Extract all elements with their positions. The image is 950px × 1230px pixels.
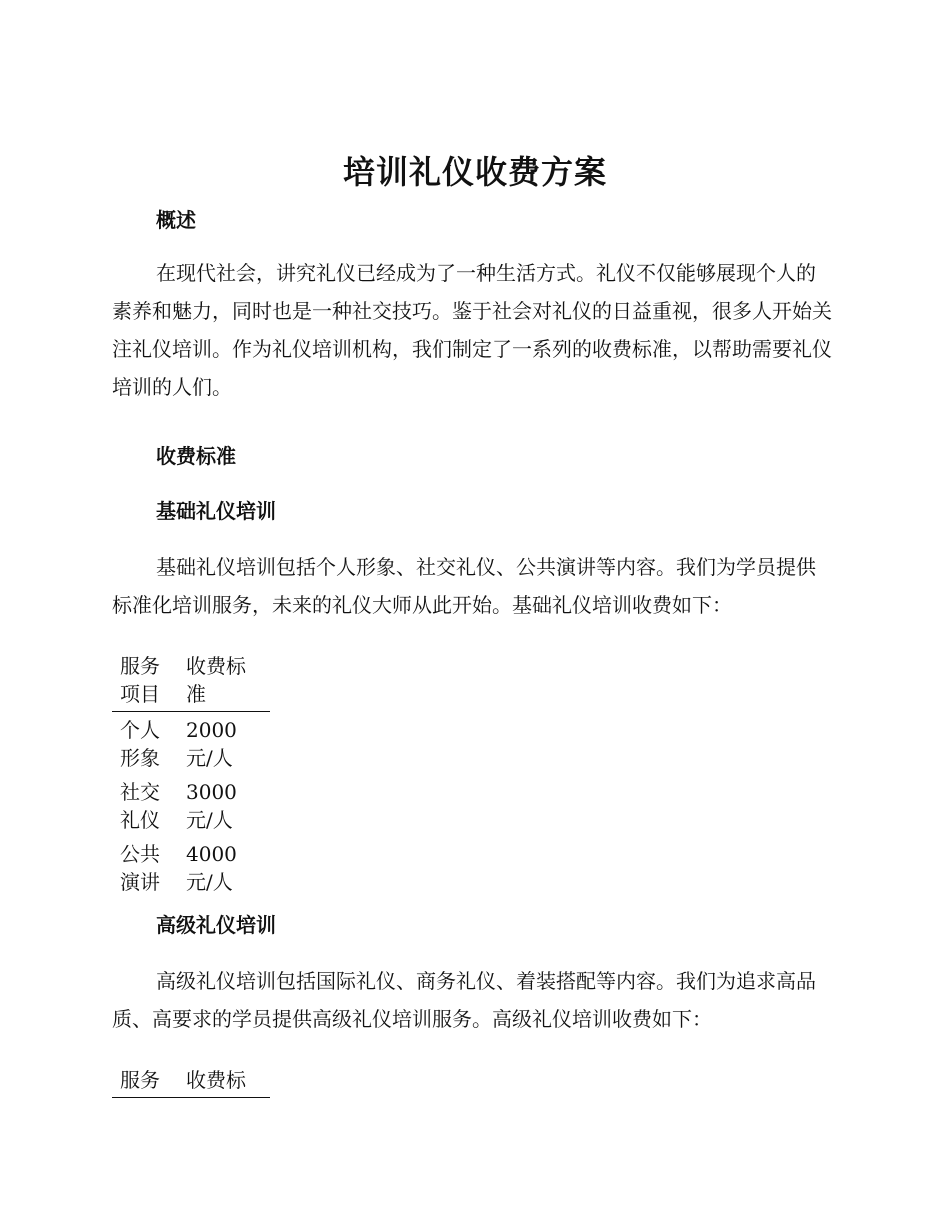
- advanced-training-heading: 高级礼仪培训: [156, 913, 276, 937]
- advanced-fee-table: [112, 1064, 270, 1098]
- fee-cell: 4000元/人: [186, 842, 237, 894]
- basic-fee-table: [112, 650, 270, 898]
- service-cell: 社交礼仪: [120, 780, 160, 832]
- table-row: [112, 712, 270, 775]
- overview-paragraph: 在现代社会，讲究礼仪已经成为了一种生活方式。礼仪不仅能够展现个人的素养和魅力，同时也是一种社交技巧。鉴于社会对礼仪的日益重视，很多人开始关注礼仪培训。作为礼仪培训机构，我们制定了一系列的收费标准，以帮助需要礼仪培训的人们。: [112, 261, 832, 399]
- column-header-service: 服务项目: [112, 650, 186, 712]
- table-header-row: [112, 650, 270, 712]
- column-header-fee: 收费标: [186, 1064, 270, 1098]
- service-cell: 公共演讲: [120, 842, 160, 894]
- basic-training-heading: 基础礼仪培训: [156, 499, 276, 523]
- column-header-fee: 收费标准: [186, 650, 270, 712]
- table-header-row: [112, 1064, 270, 1098]
- column-header-service: 服务: [112, 1064, 186, 1098]
- overview-heading: 概述: [156, 208, 196, 232]
- document-title: 培训礼仪收费方案: [342, 153, 607, 191]
- table-row: [112, 774, 270, 836]
- basic-training-paragraph: 基础礼仪培训包括个人形象、社交礼仪、公共演讲等内容。我们为学员提供标准化培训服务，未来的礼仪大师从此开始。基础礼仪培训收费如下：: [112, 555, 816, 617]
- table-row: [112, 836, 270, 898]
- fee-cell: 3000元/人: [186, 780, 237, 832]
- advanced-training-paragraph: 高级礼仪培训包括国际礼仪、商务礼仪、着装搭配等内容。我们为追求高品质、高要求的学员提供高级礼仪培训服务。高级礼仪培训收费如下：: [112, 969, 816, 1031]
- fees-heading: 收费标准: [156, 444, 236, 468]
- fee-cell: 2000元/人: [186, 718, 237, 770]
- service-cell: 个人形象: [120, 718, 160, 770]
